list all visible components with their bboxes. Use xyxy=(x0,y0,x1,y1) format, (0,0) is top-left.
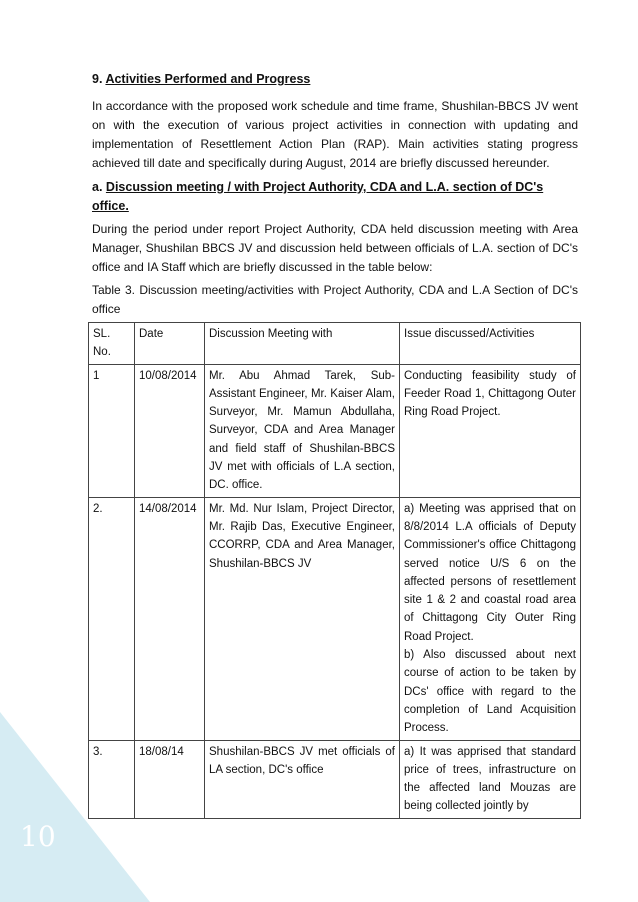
table-row xyxy=(89,497,581,740)
cell-meeting: Mr. Md. Nur Islam, Project Director, Mr. Rajib Das, Executive Engineer, CCORRP, CDA and Area Manager, Shushilan-BBCS JV xyxy=(205,497,400,740)
table-row xyxy=(89,740,581,818)
issue-item: Conducting feasibility study of Feeder Road 1, Chittagong Outer Ring Road Project. xyxy=(404,369,576,419)
subsection-title: Discussion meeting / with Project Authority, CDA and L.A. section of DC's office. xyxy=(92,180,544,213)
header-issue: Issue discussed/Activities xyxy=(400,323,581,365)
cell-date: 10/08/2014 xyxy=(135,364,205,497)
subsection-body: During the period under report Project Authority, CDA held discussion meeting with Area Manager, Shushilan BBCS JV and discussion held between officials of L.A. section of DC's office and IA Staff which are briefly discussed in the table below: xyxy=(92,222,578,274)
cell-meeting: Shushilan-BBCS JV met officials of LA section, DC's office xyxy=(205,740,400,818)
cell-sl: 2. xyxy=(89,497,135,740)
header-sl: SL. No. xyxy=(89,323,135,365)
issue-item: b) Also discussed about next course of action to be taken by DCs' office with regard to the completion of Land Acquisition Process. xyxy=(404,649,576,735)
section-title: Activities Performed and Progress xyxy=(105,72,311,86)
cell-date: 18/08/14 xyxy=(135,740,205,818)
issue-item: a) Meeting was apprised that on 8/8/2014 L.A officials of Deputy Commissioner's office Chittagong served notice U/S 6 on the affected persons of resettlement site 1 & 2 and coastal road area of Chittagong City Outer Ring Road Project. xyxy=(404,502,576,643)
cell-issue xyxy=(400,497,581,740)
header-date: Date xyxy=(135,323,205,365)
issue-item: a) It was apprised that standard price of trees, infrastructure on the affected land Mouzas are being collected jointly by xyxy=(404,745,576,813)
page-number: 10 xyxy=(20,820,56,853)
cell-sl: 3. xyxy=(89,740,135,818)
table-row xyxy=(89,364,581,497)
cell-issue xyxy=(400,740,581,818)
table-header-row xyxy=(89,323,581,365)
header-meeting: Discussion Meeting with xyxy=(205,323,400,365)
subsection-number: a. xyxy=(92,180,103,194)
section-intro: In accordance with the proposed work schedule and time frame, Shushilan-BBCS JV went on with the execution of various project activities in connection with updating and implementation of Resettlement Action Plan (RAP). Main activities stating progress achieved till date and specifically during August, 2014 are briefly discussed hereunder. xyxy=(92,99,578,170)
section-heading xyxy=(92,71,578,87)
section-number: 9. xyxy=(92,72,103,86)
cell-date: 14/08/2014 xyxy=(135,497,205,740)
cell-sl: 1 xyxy=(89,364,135,497)
discussion-table xyxy=(88,322,581,819)
cell-meeting: Mr. Abu Ahmad Tarek, Sub-Assistant Engineer, Mr. Kaiser Alam, Surveyor, Mr. Mamun Abdullaha, Surveyor, CDA and Area Manager and field staff of Shushilan-BBCS JV met with officials of L.A section, DC. office. xyxy=(205,364,400,497)
cell-issue xyxy=(400,364,581,497)
table-caption: Table 3. Discussion meeting/activities with Project Authority, CDA and L.A Section of DC's office xyxy=(92,283,578,316)
subsection-heading xyxy=(92,178,578,216)
page-content xyxy=(92,71,578,819)
